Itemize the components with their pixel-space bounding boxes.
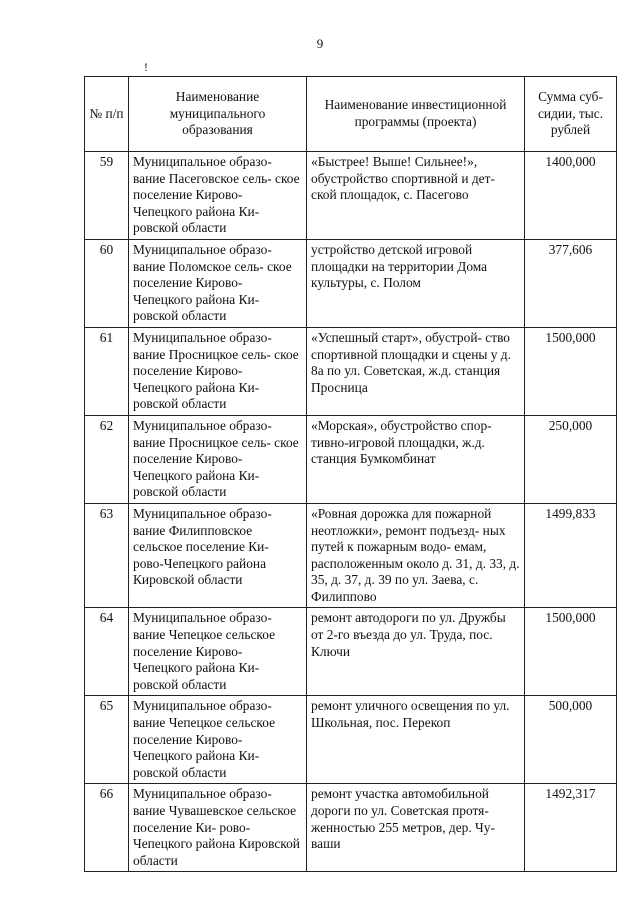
row-program: «Успешный старт», обустрой- ство спортивной площадки и сцены у д. 8а по ул. Советская, ж.д. станция Просница [307, 327, 525, 415]
row-number: 61 [85, 327, 129, 415]
row-sum: 1400,000 [525, 152, 617, 240]
row-program: «Ровная дорожка для пожарной неотложки», ремонт подъезд- ных путей к пожарным водо- емам, расположенным около д. 31, д. 33, д. 35, д. 37, д. 39 по ул. Заева, с. Филиппово [307, 503, 525, 608]
row-program: устройство детской игровой площадки на территории Дома культуры, с. Полом [307, 240, 525, 328]
row-municipality: Муниципальное образо- вание Чепецкое сельское поселение Кирово- Чепецкого района Ки- ровской области [129, 696, 307, 784]
header-municipality: Наименование муниципального образования [129, 77, 307, 152]
row-municipality: Муниципальное образо- вание Просницкое сель- ское поселение Кирово- Чепецкого района Ки- ровской области [129, 415, 307, 503]
row-program: ремонт автодороги по ул. Дружбы от 2-го въезда до ул. Труда, пос. Ключи [307, 608, 525, 696]
table-row [85, 415, 617, 503]
row-number: 65 [85, 696, 129, 784]
table-row [85, 696, 617, 784]
row-number: 62 [85, 415, 129, 503]
header-row [85, 77, 617, 152]
row-municipality: Муниципальное образо- вание Чепецкое сельское поселение Кирово- Чепецкого района Ки- ровской области [129, 608, 307, 696]
row-sum: 377,606 [525, 240, 617, 328]
row-municipality: Муниципальное образо- вание Чувашевское сельское поселение Ки- рово-Чепецкого района Кировской области [129, 784, 307, 872]
stray-mark: ! [144, 60, 148, 74]
table-row [85, 608, 617, 696]
row-program: ремонт участка автомобильной дороги по ул. Советская протя- женностью 255 метров, дер. Чу- ваши [307, 784, 525, 872]
table-row [85, 152, 617, 240]
row-number: 64 [85, 608, 129, 696]
row-program: «Морская», обустройство спор- тивно-игровой площадки, ж.д. станция Бумкомбинат [307, 415, 525, 503]
header-sum: Сумма суб- сидии, тыс. рублей [525, 77, 617, 152]
table-body [85, 152, 617, 872]
table-row [85, 503, 617, 608]
row-number: 63 [85, 503, 129, 608]
row-sum: 500,000 [525, 696, 617, 784]
row-sum: 1500,000 [525, 608, 617, 696]
page-number: 9 [316, 36, 324, 51]
row-sum: 1492,317 [525, 784, 617, 872]
table-row [85, 240, 617, 328]
table-row [85, 784, 617, 872]
row-sum: 250,000 [525, 415, 617, 503]
table-row [85, 327, 617, 415]
subsidy-table [84, 76, 617, 872]
row-program: ремонт уличного освещения по ул. Школьная, пос. Перекоп [307, 696, 525, 784]
table-header [85, 77, 617, 152]
row-municipality: Муниципальное образо- вание Поломское сель- ское поселение Кирово- Чепецкого района Ки- ровской области [129, 240, 307, 328]
row-number: 60 [85, 240, 129, 328]
header-program: Наименование инвестиционной программы (проекта) [307, 77, 525, 152]
row-sum: 1500,000 [525, 327, 617, 415]
row-number: 59 [85, 152, 129, 240]
header-number: № п/п [85, 77, 129, 152]
row-municipality: Муниципальное образо- вание Просницкое сель- ское поселение Кирово- Чепецкого района Ки- ровской области [129, 327, 307, 415]
row-municipality: Муниципальное образо- вание Филипповское сельское поселение Ки- рово-Чепецкого района Кировской области [129, 503, 307, 608]
row-municipality: Муниципальное образо- вание Пасеговское сель- ское поселение Кирово- Чепецкого района Ки- ровской области [129, 152, 307, 240]
row-program: «Быстрее! Выше! Сильнее!», обустройство спортивной и дет- ской площадок, с. Пасегово [307, 152, 525, 240]
row-number: 66 [85, 784, 129, 872]
row-sum: 1499,833 [525, 503, 617, 608]
